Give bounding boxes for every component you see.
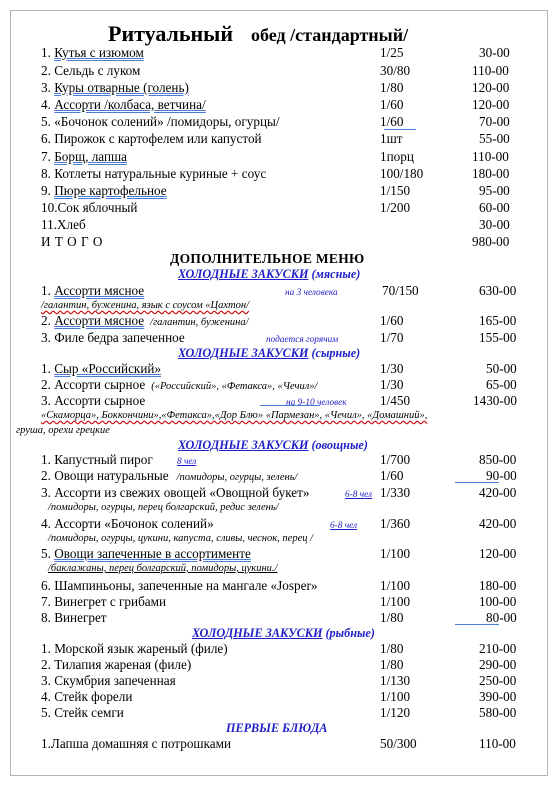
price: 110-00	[479, 736, 516, 751]
list-item: 2. Тилапия жареная (филе)	[41, 657, 192, 672]
portion-note: 8 чел	[177, 457, 197, 467]
list-item: 4. Стейк форели	[41, 689, 133, 704]
list-item: 9. Пюре картофельное	[41, 183, 167, 198]
quantity: 1/80	[380, 657, 404, 672]
quantity: 1/150	[380, 183, 411, 198]
price: 55-00	[479, 131, 510, 146]
price: 180-00	[479, 578, 517, 593]
quantity: 1/80	[380, 80, 404, 95]
total-label: И Т О Г О	[41, 234, 103, 249]
price: 850-00	[479, 452, 517, 467]
list-item: 3. Ассорти сырное	[41, 393, 146, 408]
page-title	[108, 22, 408, 47]
list-item: 2. Сельдь с луком	[41, 63, 141, 78]
price: 110-00	[472, 149, 509, 164]
list-item: 1. Ассорти мясное	[41, 283, 145, 298]
list-item: 2. Ассорти сырное («Российский», «Фетакса», «Чечил»/	[41, 377, 318, 392]
quantity: 1/200	[380, 200, 411, 215]
item-description: груша, орехи грецкие	[16, 425, 110, 436]
list-item: 7. Борщ, лапша	[41, 149, 128, 164]
section-title-first: ПЕРВЫЕ БЛЮДА	[226, 721, 328, 735]
price: 120-00	[472, 80, 510, 95]
portion-note: 6-8 чел	[345, 490, 373, 500]
item-description: «Скаморца», Боккончини»,«Фетакса»,«Дор Блю» «Пармезан», «Чечил», «Домашний»,	[41, 410, 428, 421]
quantity: 1/100	[380, 578, 411, 593]
list-item: 5. Стейк семги	[41, 705, 124, 720]
section-title-veg: ХОЛОДНЫЕ ЗАКУСКИ (овощные)	[178, 438, 368, 452]
quantity: 1/70	[380, 330, 404, 345]
price: 80-00	[486, 610, 517, 625]
portion-note: на 3 человека	[285, 288, 338, 298]
portion-note: на 9-10 человек	[286, 398, 347, 408]
total-value: 980-00	[472, 234, 510, 249]
quantity: 1/30	[380, 377, 404, 392]
title-main: Ритуальный	[108, 21, 234, 46]
list-item: 7. Винегрет с грибами	[41, 594, 167, 609]
quantity: 1/130	[380, 673, 411, 688]
quantity: 30/80	[380, 63, 411, 78]
list-item: 4. Ассорти «Бочонок солений»	[41, 516, 214, 531]
quantity: 1/60	[380, 468, 404, 483]
price: 95-00	[479, 183, 510, 198]
list-item: 3. Ассорти из свежих овощей «Овощной букет»	[41, 485, 310, 500]
list-item: 6. Шампиньоны, запеченные на мангале «Josper»	[41, 578, 318, 593]
price: 50-00	[486, 361, 517, 376]
price: 110-00	[472, 63, 509, 78]
quantity: 1/120	[380, 705, 411, 720]
price: 630-00	[479, 283, 517, 298]
quantity: 1/80	[380, 610, 404, 625]
quantity: 1/60	[380, 313, 404, 328]
quantity: 1/100	[380, 594, 411, 609]
list-item: 5. Овощи запеченные в ассортименте	[41, 546, 251, 561]
list-item: 1.Лапша домашняя с потрошками	[41, 736, 232, 751]
price: 30-00	[479, 217, 510, 232]
quantity: 100/180	[380, 166, 424, 181]
price: 120-00	[472, 97, 510, 112]
price: 60-00	[479, 200, 510, 215]
list-item: 8. Котлеты натуральные куриные + соус	[41, 166, 267, 181]
price: 100-00	[479, 594, 517, 609]
portion-note: 6-8 чел	[330, 521, 358, 531]
item-description: /галантин, буженина, язык с соусом «Цахтон/	[41, 300, 250, 311]
price: 180-00	[472, 166, 510, 181]
list-item: 4. Ассорти /колбаса, ветчина/	[41, 97, 206, 112]
quantity: 1/30	[380, 361, 404, 376]
price: 250-00	[479, 673, 517, 688]
quantity: 1порц	[380, 149, 414, 164]
list-item: 11.Хлеб	[41, 217, 86, 232]
quantity: 1/25	[380, 45, 404, 60]
price: 90-00	[486, 468, 517, 483]
price: 420-00	[479, 516, 517, 531]
price: 70-00	[479, 114, 510, 129]
quantity: 1/100	[380, 546, 411, 561]
item-description: /помидоры, огурцы, перец болгарский, редис зелень/	[48, 502, 279, 513]
price: 290-00	[479, 657, 517, 672]
list-item: 1. Сыр «Российский»	[41, 361, 162, 376]
list-item: 3. Скумбрия запеченная	[41, 673, 176, 688]
section-title-meat: ХОЛОДНЫЕ ЗАКУСКИ (мясные)	[178, 267, 361, 281]
extra-menu-title: ДОПОЛНИТЕЛЬНОЕ МЕНЮ	[170, 251, 365, 266]
price: 580-00	[479, 705, 517, 720]
quantity: 1шт	[380, 131, 403, 146]
list-item: 3. Филе бедра запеченное	[41, 330, 185, 345]
quantity: 1/60	[380, 97, 404, 112]
quantity: 1/360	[380, 516, 411, 531]
quantity: 1/100	[380, 689, 411, 704]
list-item: 2. Ассорти мясное /галантин, буженина/	[41, 313, 249, 328]
price: 165-00	[479, 313, 517, 328]
price: 420-00	[479, 485, 517, 500]
section-title-cheese: ХОЛОДНЫЕ ЗАКУСКИ (сырные)	[178, 346, 361, 360]
list-item: 2. Овощи натуральные /помидоры, огурцы, зелень/	[41, 468, 298, 483]
price: 65-00	[486, 377, 517, 392]
quantity: 1/700	[380, 452, 411, 467]
price: 1430-00	[473, 393, 517, 408]
price: 390-00	[479, 689, 517, 704]
section-title-fish: ХОЛОДНЫЕ ЗАКУСКИ (рыбные)	[192, 626, 375, 640]
list-item: 1. Морской язык жареный (филе)	[41, 641, 228, 656]
price: 30-00	[479, 45, 510, 60]
quantity: 50/300	[380, 736, 417, 751]
list-item: 6. Пирожок с картофелем или капустой	[41, 131, 262, 146]
price: 210-00	[479, 641, 517, 656]
title-sub: обед /стандартный/	[251, 25, 409, 45]
quantity: 1/80	[380, 641, 404, 656]
list-item: 1. Кутья с изюмом	[41, 45, 144, 60]
portion-note: подается горячим	[266, 335, 339, 345]
quantity: 1/60	[380, 114, 404, 129]
item-description: /баклажаны, перец болгарский, помидоры, цукини./	[48, 563, 278, 574]
list-item: 1. Капустный пирог	[41, 452, 153, 467]
underline-mark	[384, 129, 416, 130]
price: 155-00	[479, 330, 517, 345]
item-description: /помидоры, огурцы, цукини, капуста, сливы, чеснок, перец /	[48, 533, 314, 544]
quantity: 70/150	[382, 283, 419, 298]
quantity: 1/450	[380, 393, 411, 408]
quantity: 1/330	[380, 485, 411, 500]
list-item: 8. Винегрет	[41, 610, 107, 625]
list-item: 5. «Бочонок солений» /помидоры, огурцы/	[41, 114, 280, 129]
list-item: 10.Сок яблочный	[41, 200, 138, 215]
price: 120-00	[479, 546, 517, 561]
list-item: 3. Куры отварные (голень)	[41, 80, 189, 95]
